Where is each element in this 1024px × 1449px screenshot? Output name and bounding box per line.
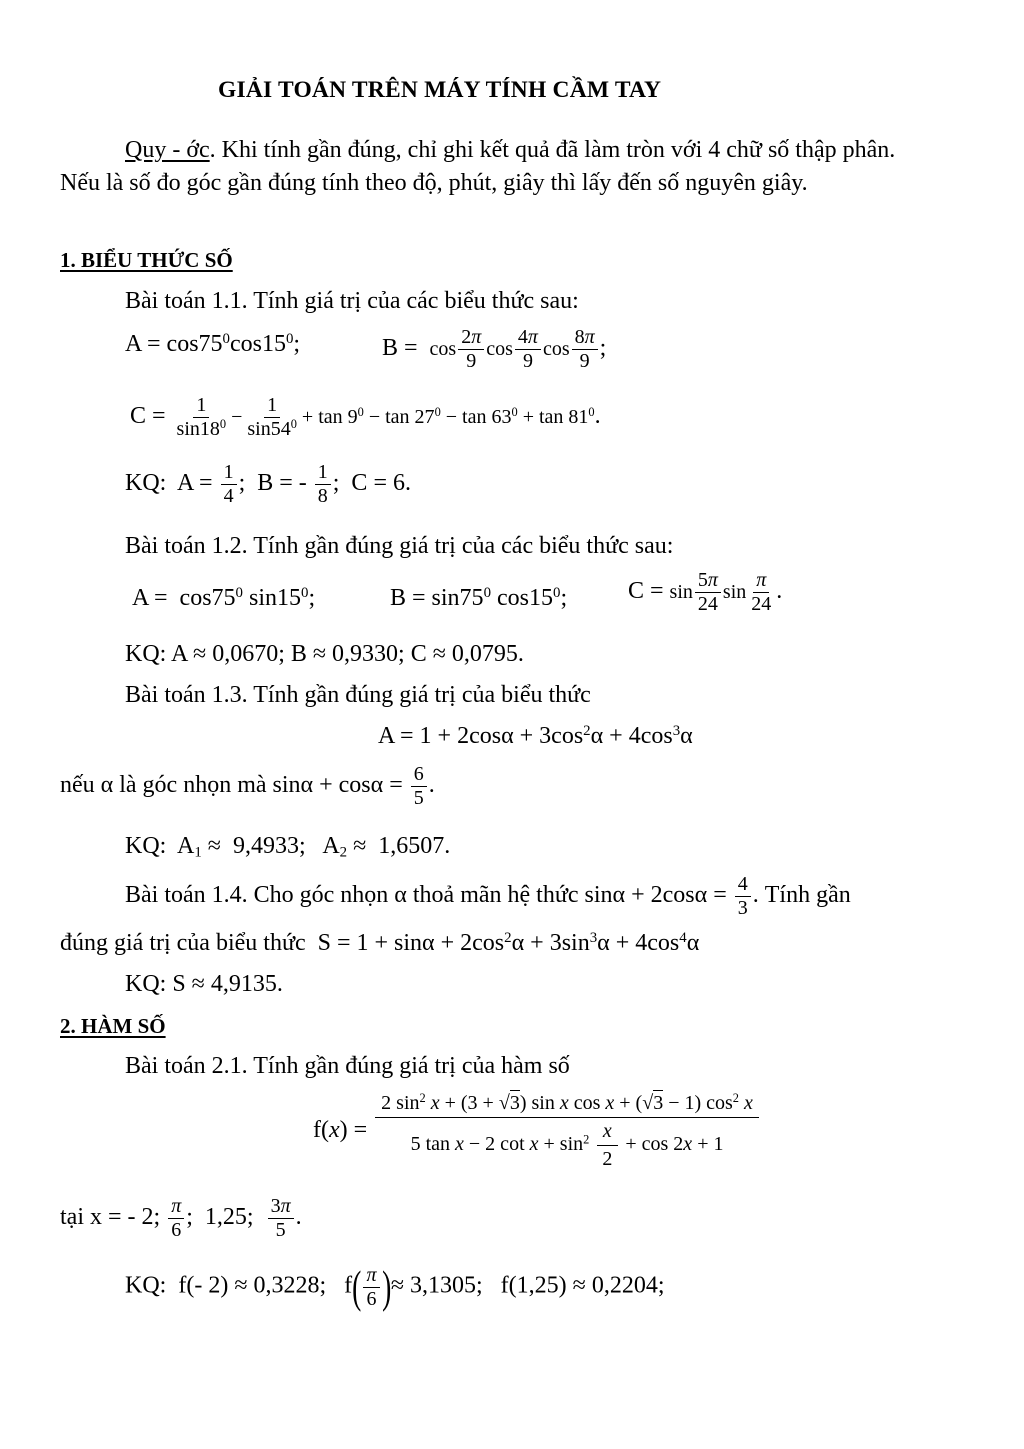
problem-1-4-statement-line-1: Bài toán 1.4. Cho góc nhọn α thoả mãn hệ thức sinα + 2cosα = $\frac{4}{3}$ . Tính gần: [125, 873, 851, 919]
problem-1-1-result-label: KQ:: [125, 470, 167, 497]
problem-1-4-statement-text: Bài toán 1.4. Cho góc nhọn α thoả mãn hệ thức sinα + 2cosα =: [125, 882, 727, 909]
section-heading-2: 2. HÀM SỐ: [60, 1014, 166, 1038]
problem-2-1-statement: Bài toán 2.1. Tính gần đúng giá trị của hàm số: [125, 1053, 570, 1079]
problem-1-4-statement-suffix: . Tính gần: [752, 882, 851, 909]
problem-2-1-result: KQ: f(- 2) ≈ 0,3228; f( $\frac{\pi}{6}$ )≈ 3,1305; f(1,25) ≈ 0,2204;: [125, 1261, 665, 1312]
problem-1-2-statement: Bài toán 1.2. Tính gần đúng giá trị của các biểu thức sau:: [125, 533, 674, 559]
problem-2-1-function: f(x) = 2 $\sin^2 x + (3 + √3)$ sin x cos x + (√3 − 1) $\cos^2 x$ 5 tan x − 2 $\cot x + \sin^2$ $\frac{x}{2}$ + cos 2x + 1: [313, 1093, 761, 1170]
problem-2-1-points-text: tại x = - 2;: [60, 1204, 161, 1231]
problem-2-1-points: tại x = - 2; $\frac{\pi}{6}$ ; 1,25; $\frac{3\pi}{5}$ .: [60, 1195, 302, 1241]
problem-1-3-condition: nếu α là góc nhọn mà sinα + cosα = $\frac{6}{5}$ .: [60, 763, 435, 809]
problem-1-3-result-label: KQ:: [125, 833, 167, 859]
problem-1-2-expr-b: $B = \sin 75^0$ $\cos 15^0$;: [390, 584, 568, 611]
problem-1-1-statement: Bài toán 1.1. Tính giá trị của các biểu thức sau:: [125, 288, 579, 314]
problem-1-4-statement-line-2: đúng giá trị của biểu thức $S = 1 + \sin\alpha + 2\cos^2\alpha + 3\sin^3\alpha + 4\cos^4\alpha$: [60, 929, 700, 956]
convention-label: Quy - ớc: [125, 137, 210, 163]
problem-1-3-condition-text: nếu α là góc nhọn mà sinα + cosα =: [60, 772, 403, 799]
problem-1-2-expr-a: $A = \cos 75^0$ $\sin 15^0$;: [132, 584, 316, 611]
section-heading-1: 1. BIỂU THỨC SỐ: [60, 248, 233, 272]
problem-1-1-expr-c: C = $\frac{1}{\sin 18^0}$ − $\frac{1}{\sin 54^0}$ + $\tan 9^0 - \tan 27^0 - \tan 63^0 + \tan 81^0$.: [130, 394, 601, 440]
problem-2-1-result-label: KQ:: [125, 1272, 167, 1299]
problem-1-2-result: KQ: A ≈ 0,0670; B ≈ 0,9330; C ≈ 0,0795.: [125, 641, 524, 667]
page-title: GIẢI TOÁN TRÊN MÁY TÍNH CẦM TAY: [218, 77, 662, 103]
problem-1-1-result: KQ: A = $\frac{1}{4}$ ; B = - $\frac{1}{8}$ ; C = 6.: [125, 461, 411, 507]
convention-line-2: Nếu là số đo góc gần đúng tính theo độ, phút, giây thì lấy đến số nguyên giây.: [60, 170, 808, 196]
problem-1-3-result: KQ: $A_1 \approx 9,4933$; $A_2 \approx 1,6507$.: [125, 833, 451, 861]
problem-1-3-statement: Bài toán 1.3. Tính gần đúng giá trị của biểu thức: [125, 682, 591, 708]
problem-1-4-result: KQ: S ≈ 4,9135.: [125, 971, 283, 997]
convention-line-1: [125, 136, 895, 165]
convention-text-1: . Khi tính gần đúng, chỉ ghi kết quả đã làm tròn với 4 chữ số thập phân.: [209, 137, 896, 163]
problem-1-1-expr-b: B = cos $\frac{2\pi}{9}$ cos $\frac{4\pi}{9}$ cos $\frac{8\pi}{9}$ ;: [382, 326, 607, 372]
problem-1-3-expression: $A = 1 + 2\cos\alpha + 3\cos^2\alpha + 4\cos^3\alpha$: [378, 722, 693, 749]
problem-1-1-expr-a: $A = \cos 75^0\cos 15^0$;: [125, 330, 301, 357]
problem-1-2-expr-c: C = sin $\frac{5\pi}{24}$ sin $\frac{\pi}{24}$ .: [628, 569, 783, 615]
problem-1-4-line-2-text: đúng giá trị của biểu thức: [60, 930, 306, 956]
